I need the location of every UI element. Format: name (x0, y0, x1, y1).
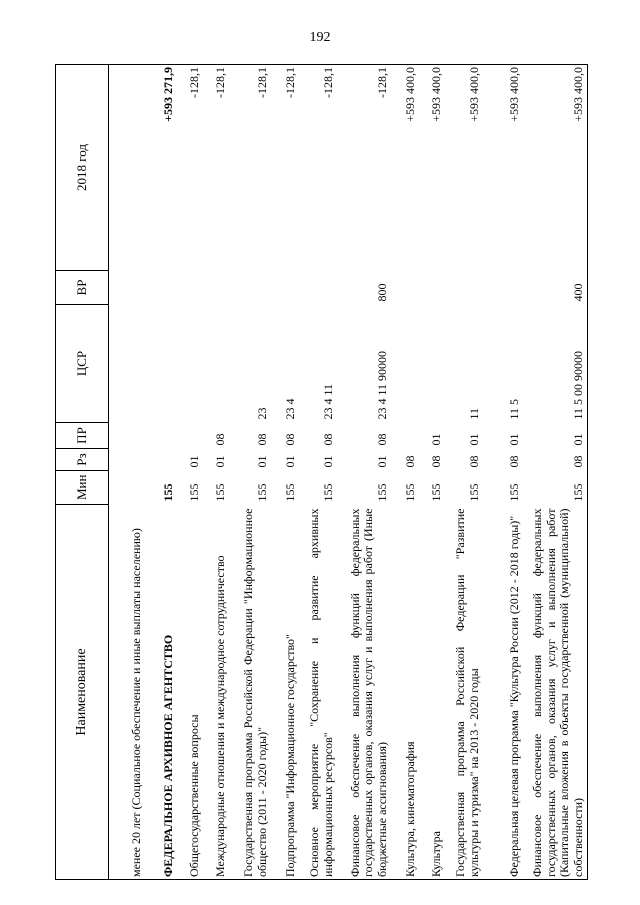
table-row (299, 65, 337, 880)
table-frame (55, 65, 585, 880)
table-body (109, 65, 588, 880)
row-rz: 01 (321, 455, 336, 468)
table-row (109, 65, 146, 880)
row-pr: 01 (429, 433, 444, 446)
row-pr (109, 423, 146, 449)
row-min: 155 (255, 483, 270, 502)
row-min: 155 (403, 483, 418, 502)
row-csr: 11 (467, 407, 482, 420)
row-value: +593 400,0 (523, 65, 588, 271)
row-vr: 400 (523, 271, 588, 305)
row-name: Международные отношения и международное сотрудничество (203, 505, 229, 880)
table-row (177, 65, 203, 880)
table-row (271, 65, 299, 880)
row-csr: 23 4 11 (321, 383, 336, 420)
row-vr (109, 271, 146, 305)
table-row (337, 65, 391, 880)
row-csr: 11 5 00 90000 (523, 305, 588, 423)
row-pr (177, 423, 203, 449)
row-vr (391, 271, 419, 305)
table-row (419, 65, 445, 880)
row-rz: 01 (213, 455, 228, 468)
row-pr: 08 (321, 433, 336, 446)
row-vr (271, 271, 299, 305)
row-rz: 08 (467, 455, 482, 468)
row-pr (145, 423, 177, 449)
table-row (391, 65, 419, 880)
row-value (109, 65, 146, 271)
row-csr: 23 4 11 90000 (375, 350, 390, 420)
row-min: 155 (375, 483, 390, 502)
table-row (145, 65, 177, 880)
row-name: Государственная программа Российской Федерации "Информационное общество (2011 - 2020 годы)" (229, 505, 271, 880)
table-row (229, 65, 271, 880)
row-name: ФЕДЕРАЛЬНОЕ АРХИВНОЕ АГЕНТСТВО (145, 505, 177, 880)
header-rz: Рз (56, 449, 109, 471)
header-csr: ЦСР (56, 305, 109, 423)
row-vr (299, 271, 337, 305)
row-vr (229, 271, 271, 305)
row-min: 155 (161, 483, 176, 502)
row-min: 155 (507, 483, 522, 502)
row-value: +593 400,0 (391, 65, 419, 271)
row-value: +593 400,0 (445, 65, 483, 271)
row-name: Федеральная целевая программа "Культура России (2012 - 2018 годы)" (483, 505, 523, 880)
row-rz (145, 449, 177, 471)
row-csr (391, 305, 419, 423)
row-pr: 08 (255, 433, 270, 446)
row-name: Государственная программа Российской Федерации "Развитие культуры и туризма" на 2013 - 2020 годы (445, 505, 483, 880)
row-name: Основное мероприятие "Сохранение и развитие архивных информационных ресурсов" (299, 505, 337, 880)
page-number: 192 (309, 30, 331, 45)
header-name: Наименование (56, 505, 109, 880)
row-csr: 11 5 (507, 398, 522, 420)
table-row (203, 65, 229, 880)
budget-table (55, 64, 588, 880)
table-header-row (56, 65, 109, 880)
row-min: 155 (429, 483, 444, 502)
row-min: 155 (283, 483, 298, 502)
row-csr: 23 4 (283, 398, 298, 420)
row-value: -128,1 (203, 65, 229, 271)
header-vr: ВР (56, 271, 109, 305)
table-row (483, 65, 523, 880)
header-pr: ПР (56, 423, 109, 449)
row-value: -128,1 (299, 65, 337, 271)
row-rz: 01 (283, 455, 298, 468)
row-csr (145, 305, 177, 423)
row-rz: 08 (429, 455, 444, 468)
row-name: Культура (419, 505, 445, 880)
header-year: 2018 год (56, 65, 109, 271)
row-csr (419, 305, 445, 423)
row-value: -128,1 (271, 65, 299, 271)
row-vr (419, 271, 445, 305)
row-min: 155 (213, 483, 228, 502)
row-pr: 01 (467, 433, 482, 446)
row-value: -128,1 (177, 65, 203, 271)
row-pr (391, 423, 419, 449)
row-rz: 08 (523, 449, 588, 471)
row-min: 155 (467, 483, 482, 502)
row-vr (483, 271, 523, 305)
row-pr: 08 (213, 433, 228, 446)
row-vr (177, 271, 203, 305)
row-name: Подпрограмма "Информационное государство" (271, 505, 299, 880)
row-rz: 08 (403, 455, 418, 468)
row-min (109, 471, 146, 505)
table-row (523, 65, 588, 880)
row-csr (109, 305, 146, 423)
row-value: +593 400,0 (419, 65, 445, 271)
row-vr: 800 (375, 283, 390, 302)
row-name: менее 20 лет (Социальное обеспечение и иные выплаты населению) (109, 505, 146, 880)
row-rz: 01 (375, 455, 390, 468)
rotated-table-container (55, 65, 585, 880)
header-min: Мин (56, 471, 109, 505)
row-vr (445, 271, 483, 305)
row-pr: 08 (375, 433, 390, 446)
row-name: Культура, кинематография (391, 505, 419, 880)
row-name: Общегосударственные вопросы (177, 505, 203, 880)
row-rz (109, 449, 146, 471)
row-value: +593 271,9 (145, 65, 177, 271)
row-min: 155 (523, 471, 588, 505)
row-vr (145, 271, 177, 305)
row-pr: 01 (507, 433, 522, 446)
row-value: -128,1 (337, 65, 391, 271)
row-pr: 01 (523, 423, 588, 449)
row-value: +593 400,0 (483, 65, 523, 271)
row-value: -128,1 (229, 65, 271, 271)
row-name: Финансовое обеспечение выполнения функций федеральных государственных органов, оказания услуг и выполнения работ (Иные бюджетные ассигнования) (337, 505, 391, 880)
row-name: Финансовое обеспечение выполнения функций федеральных государственных органов, оказания услуг и выполнения работ (Капитальные вложения в объекты государственной (муниципальной) собственности) (523, 505, 588, 880)
row-csr (203, 305, 229, 423)
row-min: 155 (321, 483, 336, 502)
table-row (445, 65, 483, 880)
row-csr: 23 (255, 407, 270, 420)
row-csr (177, 305, 203, 423)
row-rz: 01 (187, 455, 202, 468)
row-rz: 01 (255, 455, 270, 468)
row-min: 155 (187, 483, 202, 502)
row-pr: 08 (283, 433, 298, 446)
row-rz: 08 (507, 455, 522, 468)
row-vr (203, 271, 229, 305)
